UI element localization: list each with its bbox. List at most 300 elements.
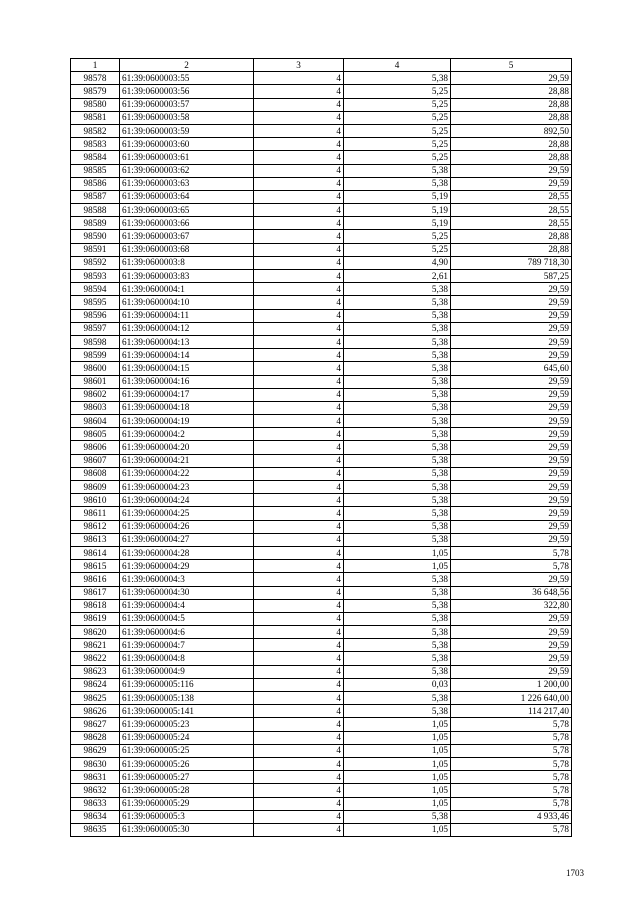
table-cell-col-3: 4 xyxy=(254,810,344,823)
table-row xyxy=(71,744,572,757)
table-cell-col-5: 28,55 xyxy=(451,190,572,203)
table-cell-col-5: 28,88 xyxy=(451,98,572,111)
table-cell-col-3: 4 xyxy=(254,705,344,718)
table-cell-col-1: 98601 xyxy=(71,375,120,388)
table-cell-col-1: 98604 xyxy=(71,415,120,428)
table-row xyxy=(71,309,572,322)
table-cell-col-3: 4 xyxy=(254,375,344,388)
table-row xyxy=(71,546,572,559)
table-cell-col-4: 5,19 xyxy=(344,204,451,217)
table-row xyxy=(71,520,572,533)
table-cell-col-3: 4 xyxy=(254,177,344,190)
table-cell-col-2: 61:39:0600004:19 xyxy=(120,415,254,428)
table-cell-col-2: 61:39:0600003:83 xyxy=(120,270,254,283)
table-row xyxy=(71,481,572,494)
column-header-1: 1 xyxy=(71,59,120,72)
table-cell-col-1: 98630 xyxy=(71,757,120,770)
table-cell-col-1: 98625 xyxy=(71,692,120,705)
table-cell-col-3: 4 xyxy=(254,98,344,111)
table-row xyxy=(71,151,572,164)
table-cell-col-5: 5,78 xyxy=(451,823,572,836)
table-cell-col-1: 98591 xyxy=(71,243,120,256)
table-cell-col-4: 5,38 xyxy=(344,388,451,401)
table-cell-col-2: 61:39:0600004:21 xyxy=(120,454,254,467)
table-cell-col-5: 5,78 xyxy=(451,784,572,797)
table-row xyxy=(71,823,572,836)
table-cell-col-1: 98589 xyxy=(71,217,120,230)
table-cell-col-2: 61:39:0600005:27 xyxy=(120,771,254,784)
table-row xyxy=(71,388,572,401)
table-cell-col-4: 5,38 xyxy=(344,599,451,612)
table-cell-col-4: 5,38 xyxy=(344,375,451,388)
table-cell-col-2: 61:39:0600004:3 xyxy=(120,573,254,586)
table-cell-col-1: 98583 xyxy=(71,138,120,151)
table-cell-col-4: 5,38 xyxy=(344,283,451,296)
table-cell-col-1: 98579 xyxy=(71,85,120,98)
table-cell-col-3: 4 xyxy=(254,296,344,309)
table-cell-col-4: 5,25 xyxy=(344,230,451,243)
table-row xyxy=(71,124,572,137)
table-cell-col-1: 98611 xyxy=(71,507,120,520)
table-cell-col-2: 61:39:0600004:18 xyxy=(120,401,254,414)
table-cell-col-2: 61:39:0600004:11 xyxy=(120,309,254,322)
table-row xyxy=(71,797,572,810)
table-row xyxy=(71,467,572,480)
table-cell-col-5: 645,60 xyxy=(451,362,572,375)
table-cell-col-3: 4 xyxy=(254,599,344,612)
table-cell-col-4: 5,38 xyxy=(344,533,451,546)
table-cell-col-3: 4 xyxy=(254,481,344,494)
table-cell-col-2: 61:39:0600004:1 xyxy=(120,283,254,296)
table-cell-col-5: 28,88 xyxy=(451,138,572,151)
table-row xyxy=(71,270,572,283)
table-cell-col-5: 29,59 xyxy=(451,415,572,428)
table-cell-col-5: 29,59 xyxy=(451,283,572,296)
table-cell-col-5: 28,88 xyxy=(451,243,572,256)
table-row xyxy=(71,705,572,718)
table-cell-col-4: 5,38 xyxy=(344,349,451,362)
table-cell-col-4: 1,05 xyxy=(344,784,451,797)
table-cell-col-2: 61:39:0600004:2 xyxy=(120,428,254,441)
table-cell-col-5: 28,55 xyxy=(451,217,572,230)
table-cell-col-4: 5,38 xyxy=(344,428,451,441)
table-cell-col-1: 98624 xyxy=(71,678,120,691)
table-cell-col-5: 29,59 xyxy=(451,164,572,177)
table-cell-col-2: 61:39:0600004:5 xyxy=(120,612,254,625)
table-cell-col-5: 892,50 xyxy=(451,124,572,137)
table-cell-col-3: 4 xyxy=(254,124,344,137)
table-cell-col-5: 789 718,30 xyxy=(451,256,572,269)
table-cell-col-2: 61:39:0600004:24 xyxy=(120,494,254,507)
table-cell-col-1: 98612 xyxy=(71,520,120,533)
table-cell-col-1: 98580 xyxy=(71,98,120,111)
table-cell-col-3: 4 xyxy=(254,626,344,639)
table-row xyxy=(71,256,572,269)
table-cell-col-4: 5,19 xyxy=(344,190,451,203)
table-cell-col-4: 1,05 xyxy=(344,823,451,836)
table-cell-col-2: 61:39:0600003:56 xyxy=(120,85,254,98)
table-cell-col-5: 587,25 xyxy=(451,270,572,283)
table-cell-col-1: 98605 xyxy=(71,428,120,441)
table-cell-col-1: 98628 xyxy=(71,731,120,744)
table-row xyxy=(71,784,572,797)
table-cell-col-2: 61:39:0600003:57 xyxy=(120,98,254,111)
table-cell-col-2: 61:39:0600005:138 xyxy=(120,692,254,705)
table-cell-col-4: 4,90 xyxy=(344,256,451,269)
table-cell-col-1: 98616 xyxy=(71,573,120,586)
table-cell-col-3: 4 xyxy=(254,467,344,480)
table-cell-col-5: 29,59 xyxy=(451,72,572,85)
table-cell-col-3: 4 xyxy=(254,560,344,573)
table-cell-col-2: 61:39:0600004:16 xyxy=(120,375,254,388)
table-cell-col-2: 61:39:0600004:8 xyxy=(120,652,254,665)
table-cell-col-4: 5,38 xyxy=(344,322,451,335)
table-cell-col-3: 4 xyxy=(254,546,344,559)
table-row xyxy=(71,599,572,612)
table-cell-col-4: 5,38 xyxy=(344,481,451,494)
table-cell-col-5: 29,59 xyxy=(451,388,572,401)
table-cell-col-5: 29,59 xyxy=(451,401,572,414)
table-cell-col-2: 61:39:0600004:12 xyxy=(120,322,254,335)
table-row xyxy=(71,573,572,586)
table-row xyxy=(71,652,572,665)
table-cell-col-5: 29,59 xyxy=(451,322,572,335)
table-cell-col-1: 98585 xyxy=(71,164,120,177)
table-cell-col-5: 29,59 xyxy=(451,481,572,494)
table-cell-col-2: 61:39:0600003:59 xyxy=(120,124,254,137)
column-header-5: 5 xyxy=(451,59,572,72)
table-cell-col-1: 98621 xyxy=(71,639,120,652)
table-cell-col-4: 1,05 xyxy=(344,757,451,770)
table-cell-col-5: 28,55 xyxy=(451,204,572,217)
table-cell-col-1: 98587 xyxy=(71,190,120,203)
table-cell-col-3: 4 xyxy=(254,652,344,665)
table-cell-col-5: 29,59 xyxy=(451,428,572,441)
table-cell-col-2: 61:39:0600004:26 xyxy=(120,520,254,533)
table-cell-col-5: 29,59 xyxy=(451,467,572,480)
table-row xyxy=(71,626,572,639)
table-row xyxy=(71,533,572,546)
table-cell-col-1: 98594 xyxy=(71,283,120,296)
table-cell-col-5: 29,59 xyxy=(451,177,572,190)
data-table xyxy=(70,58,572,837)
table-cell-col-2: 61:39:0600004:30 xyxy=(120,586,254,599)
table-row xyxy=(71,98,572,111)
table-cell-col-3: 4 xyxy=(254,230,344,243)
table-cell-col-3: 4 xyxy=(254,612,344,625)
table-row xyxy=(71,283,572,296)
table-cell-col-5: 36 648,56 xyxy=(451,586,572,599)
table-cell-col-1: 98588 xyxy=(71,204,120,217)
table-cell-col-1: 98602 xyxy=(71,388,120,401)
table-cell-col-1: 98581 xyxy=(71,111,120,124)
table-cell-col-4: 5,38 xyxy=(344,520,451,533)
table-cell-col-2: 61:39:0600005:3 xyxy=(120,810,254,823)
table-row xyxy=(71,586,572,599)
table-cell-col-1: 98603 xyxy=(71,401,120,414)
table-cell-col-2: 61:39:0600004:15 xyxy=(120,362,254,375)
table-cell-col-1: 98584 xyxy=(71,151,120,164)
table-cell-col-3: 4 xyxy=(254,362,344,375)
table-cell-col-3: 4 xyxy=(254,586,344,599)
table-cell-col-3: 4 xyxy=(254,388,344,401)
table-cell-col-4: 5,25 xyxy=(344,111,451,124)
table-cell-col-3: 4 xyxy=(254,665,344,678)
table-cell-col-3: 4 xyxy=(254,823,344,836)
table-row xyxy=(71,349,572,362)
table-cell-col-2: 61:39:0600005:141 xyxy=(120,705,254,718)
table-row xyxy=(71,507,572,520)
table-cell-col-3: 4 xyxy=(254,692,344,705)
table-cell-col-4: 5,38 xyxy=(344,296,451,309)
table-cell-col-2: 61:39:0600004:10 xyxy=(120,296,254,309)
table-cell-col-2: 61:39:0600003:68 xyxy=(120,243,254,256)
table-cell-col-1: 98620 xyxy=(71,626,120,639)
table-cell-col-3: 4 xyxy=(254,744,344,757)
table-row xyxy=(71,375,572,388)
table-cell-col-2: 61:39:0600005:24 xyxy=(120,731,254,744)
table-cell-col-3: 4 xyxy=(254,151,344,164)
table-row xyxy=(71,111,572,124)
table-cell-col-2: 61:39:0600005:23 xyxy=(120,718,254,731)
table-row xyxy=(71,415,572,428)
table-cell-col-2: 61:39:0600003:55 xyxy=(120,72,254,85)
table-cell-col-4: 5,38 xyxy=(344,164,451,177)
table-row xyxy=(71,731,572,744)
table-cell-col-4: 5,25 xyxy=(344,243,451,256)
table-cell-col-5: 29,59 xyxy=(451,494,572,507)
table-cell-col-1: 98633 xyxy=(71,797,120,810)
table-cell-col-3: 4 xyxy=(254,415,344,428)
table-row xyxy=(71,190,572,203)
table-cell-col-5: 29,59 xyxy=(451,296,572,309)
table-cell-col-3: 4 xyxy=(254,731,344,744)
table-cell-col-4: 5,38 xyxy=(344,454,451,467)
table-row xyxy=(71,639,572,652)
table-cell-col-1: 98600 xyxy=(71,362,120,375)
table-cell-col-4: 5,38 xyxy=(344,467,451,480)
table-cell-col-5: 1 200,00 xyxy=(451,678,572,691)
table-row xyxy=(71,810,572,823)
table-row xyxy=(71,454,572,467)
table-cell-col-3: 4 xyxy=(254,573,344,586)
table-cell-col-5: 29,59 xyxy=(451,309,572,322)
table-cell-col-1: 98608 xyxy=(71,467,120,480)
table-cell-col-2: 61:39:0600005:29 xyxy=(120,797,254,810)
table-row xyxy=(71,771,572,784)
table-cell-col-5: 28,88 xyxy=(451,151,572,164)
table-cell-col-4: 5,38 xyxy=(344,415,451,428)
table-cell-col-1: 98613 xyxy=(71,533,120,546)
table-cell-col-2: 61:39:0600004:20 xyxy=(120,441,254,454)
table-cell-col-4: 5,38 xyxy=(344,586,451,599)
table-cell-col-4: 0,03 xyxy=(344,678,451,691)
table-row xyxy=(71,757,572,770)
table-cell-col-3: 4 xyxy=(254,797,344,810)
table-cell-col-2: 61:39:0600004:23 xyxy=(120,481,254,494)
table-row xyxy=(71,85,572,98)
table-cell-col-1: 98609 xyxy=(71,481,120,494)
table-cell-col-2: 61:39:0600004:13 xyxy=(120,335,254,348)
table-cell-col-3: 4 xyxy=(254,454,344,467)
table-cell-col-4: 5,38 xyxy=(344,507,451,520)
table-row xyxy=(71,718,572,731)
table-cell-col-4: 5,38 xyxy=(344,362,451,375)
table-cell-col-4: 1,05 xyxy=(344,546,451,559)
table-cell-col-3: 4 xyxy=(254,322,344,335)
table-cell-col-1: 98610 xyxy=(71,494,120,507)
table-cell-col-2: 61:39:0600004:4 xyxy=(120,599,254,612)
table-cell-col-1: 98590 xyxy=(71,230,120,243)
table-cell-col-2: 61:39:0600003:67 xyxy=(120,230,254,243)
table-cell-col-2: 61:39:0600004:6 xyxy=(120,626,254,639)
table-cell-col-1: 98623 xyxy=(71,665,120,678)
table-cell-col-4: 5,38 xyxy=(344,612,451,625)
table-cell-col-3: 4 xyxy=(254,533,344,546)
table-cell-col-1: 98618 xyxy=(71,599,120,612)
table-row xyxy=(71,428,572,441)
table-cell-col-2: 61:39:0600004:7 xyxy=(120,639,254,652)
table-cell-col-2: 61:39:0600003:61 xyxy=(120,151,254,164)
table-cell-col-2: 61:39:0600003:63 xyxy=(120,177,254,190)
table-cell-col-3: 4 xyxy=(254,85,344,98)
table-row xyxy=(71,72,572,85)
table-cell-col-3: 4 xyxy=(254,401,344,414)
table-cell-col-5: 28,88 xyxy=(451,85,572,98)
table-cell-col-3: 4 xyxy=(254,138,344,151)
table-cell-col-1: 98597 xyxy=(71,322,120,335)
table-cell-col-1: 98598 xyxy=(71,335,120,348)
header-row xyxy=(71,59,572,72)
table-cell-col-4: 5,38 xyxy=(344,335,451,348)
table-cell-col-3: 4 xyxy=(254,441,344,454)
table-cell-col-1: 98586 xyxy=(71,177,120,190)
table-cell-col-5: 29,59 xyxy=(451,507,572,520)
table-row xyxy=(71,243,572,256)
table-cell-col-2: 61:39:0600004:14 xyxy=(120,349,254,362)
table-cell-col-1: 98582 xyxy=(71,124,120,137)
table-cell-col-2: 61:39:0600005:25 xyxy=(120,744,254,757)
table-cell-col-2: 61:39:0600004:22 xyxy=(120,467,254,480)
table-row xyxy=(71,296,572,309)
table-cell-col-3: 4 xyxy=(254,428,344,441)
table-cell-col-5: 5,78 xyxy=(451,757,572,770)
table-cell-col-1: 98599 xyxy=(71,349,120,362)
table-cell-col-5: 29,59 xyxy=(451,349,572,362)
table-cell-col-5: 322,80 xyxy=(451,599,572,612)
table-cell-col-2: 61:39:0600005:116 xyxy=(120,678,254,691)
table-cell-col-2: 61:39:0600004:25 xyxy=(120,507,254,520)
table-cell-col-2: 61:39:0600005:30 xyxy=(120,823,254,836)
table-row xyxy=(71,692,572,705)
table-cell-col-2: 61:39:0600004:9 xyxy=(120,665,254,678)
table-row xyxy=(71,177,572,190)
table-cell-col-4: 5,38 xyxy=(344,665,451,678)
table-cell-col-5: 5,78 xyxy=(451,731,572,744)
table-cell-col-4: 2,61 xyxy=(344,270,451,283)
table-cell-col-3: 4 xyxy=(254,111,344,124)
table-cell-col-4: 5,19 xyxy=(344,217,451,230)
table-cell-col-5: 29,59 xyxy=(451,454,572,467)
table-cell-col-1: 98615 xyxy=(71,560,120,573)
table-cell-col-4: 5,25 xyxy=(344,98,451,111)
table-cell-col-3: 4 xyxy=(254,678,344,691)
table-cell-col-4: 1,05 xyxy=(344,718,451,731)
table-cell-col-5: 5,78 xyxy=(451,560,572,573)
table-cell-col-2: 61:39:0600004:28 xyxy=(120,546,254,559)
table-cell-col-5: 29,59 xyxy=(451,652,572,665)
table-cell-col-5: 29,59 xyxy=(451,626,572,639)
table-cell-col-4: 1,05 xyxy=(344,797,451,810)
table-cell-col-5: 29,59 xyxy=(451,665,572,678)
table-cell-col-4: 5,25 xyxy=(344,151,451,164)
table-row xyxy=(71,665,572,678)
table-cell-col-2: 61:39:0600004:27 xyxy=(120,533,254,546)
table-cell-col-5: 29,59 xyxy=(451,375,572,388)
table-cell-col-4: 5,38 xyxy=(344,639,451,652)
column-header-2: 2 xyxy=(120,59,254,72)
table-cell-col-4: 5,25 xyxy=(344,85,451,98)
table-cell-col-5: 114 217,40 xyxy=(451,705,572,718)
table-cell-col-3: 4 xyxy=(254,494,344,507)
table-cell-col-5: 29,59 xyxy=(451,533,572,546)
table-cell-col-3: 4 xyxy=(254,784,344,797)
table-cell-col-5: 28,88 xyxy=(451,111,572,124)
table-cell-col-4: 1,05 xyxy=(344,731,451,744)
table-cell-col-4: 5,38 xyxy=(344,573,451,586)
table-cell-col-3: 4 xyxy=(254,349,344,362)
table-row xyxy=(71,401,572,414)
table-row xyxy=(71,164,572,177)
table-cell-col-3: 4 xyxy=(254,639,344,652)
table-row xyxy=(71,678,572,691)
table-row xyxy=(71,217,572,230)
table-row xyxy=(71,138,572,151)
table-cell-col-5: 5,78 xyxy=(451,718,572,731)
table-cell-col-2: 61:39:0600003:60 xyxy=(120,138,254,151)
table-cell-col-1: 98614 xyxy=(71,546,120,559)
table-cell-col-3: 4 xyxy=(254,309,344,322)
table-cell-col-1: 98595 xyxy=(71,296,120,309)
table-row xyxy=(71,494,572,507)
table-cell-col-3: 4 xyxy=(254,204,344,217)
table-row xyxy=(71,204,572,217)
table-cell-col-1: 98617 xyxy=(71,586,120,599)
column-header-4: 4 xyxy=(344,59,451,72)
table-cell-col-1: 98632 xyxy=(71,784,120,797)
table-cell-col-4: 5,38 xyxy=(344,494,451,507)
table-cell-col-5: 29,59 xyxy=(451,612,572,625)
table-row xyxy=(71,335,572,348)
table-cell-col-5: 1 226 640,00 xyxy=(451,692,572,705)
table-cell-col-1: 98635 xyxy=(71,823,120,836)
table-cell-col-2: 61:39:0600004:17 xyxy=(120,388,254,401)
table-cell-col-5: 28,88 xyxy=(451,230,572,243)
table-cell-col-3: 4 xyxy=(254,72,344,85)
table-cell-col-2: 61:39:0600005:26 xyxy=(120,757,254,770)
table-row xyxy=(71,441,572,454)
table-cell-col-2: 61:39:0600004:29 xyxy=(120,560,254,573)
table-cell-col-1: 98578 xyxy=(71,72,120,85)
table-row xyxy=(71,362,572,375)
table-body xyxy=(71,72,572,837)
table-cell-col-3: 4 xyxy=(254,507,344,520)
table-cell-col-4: 5,38 xyxy=(344,810,451,823)
table-cell-col-4: 5,38 xyxy=(344,692,451,705)
table-cell-col-2: 61:39:0600003:62 xyxy=(120,164,254,177)
table-cell-col-1: 98593 xyxy=(71,270,120,283)
table-cell-col-3: 4 xyxy=(254,243,344,256)
